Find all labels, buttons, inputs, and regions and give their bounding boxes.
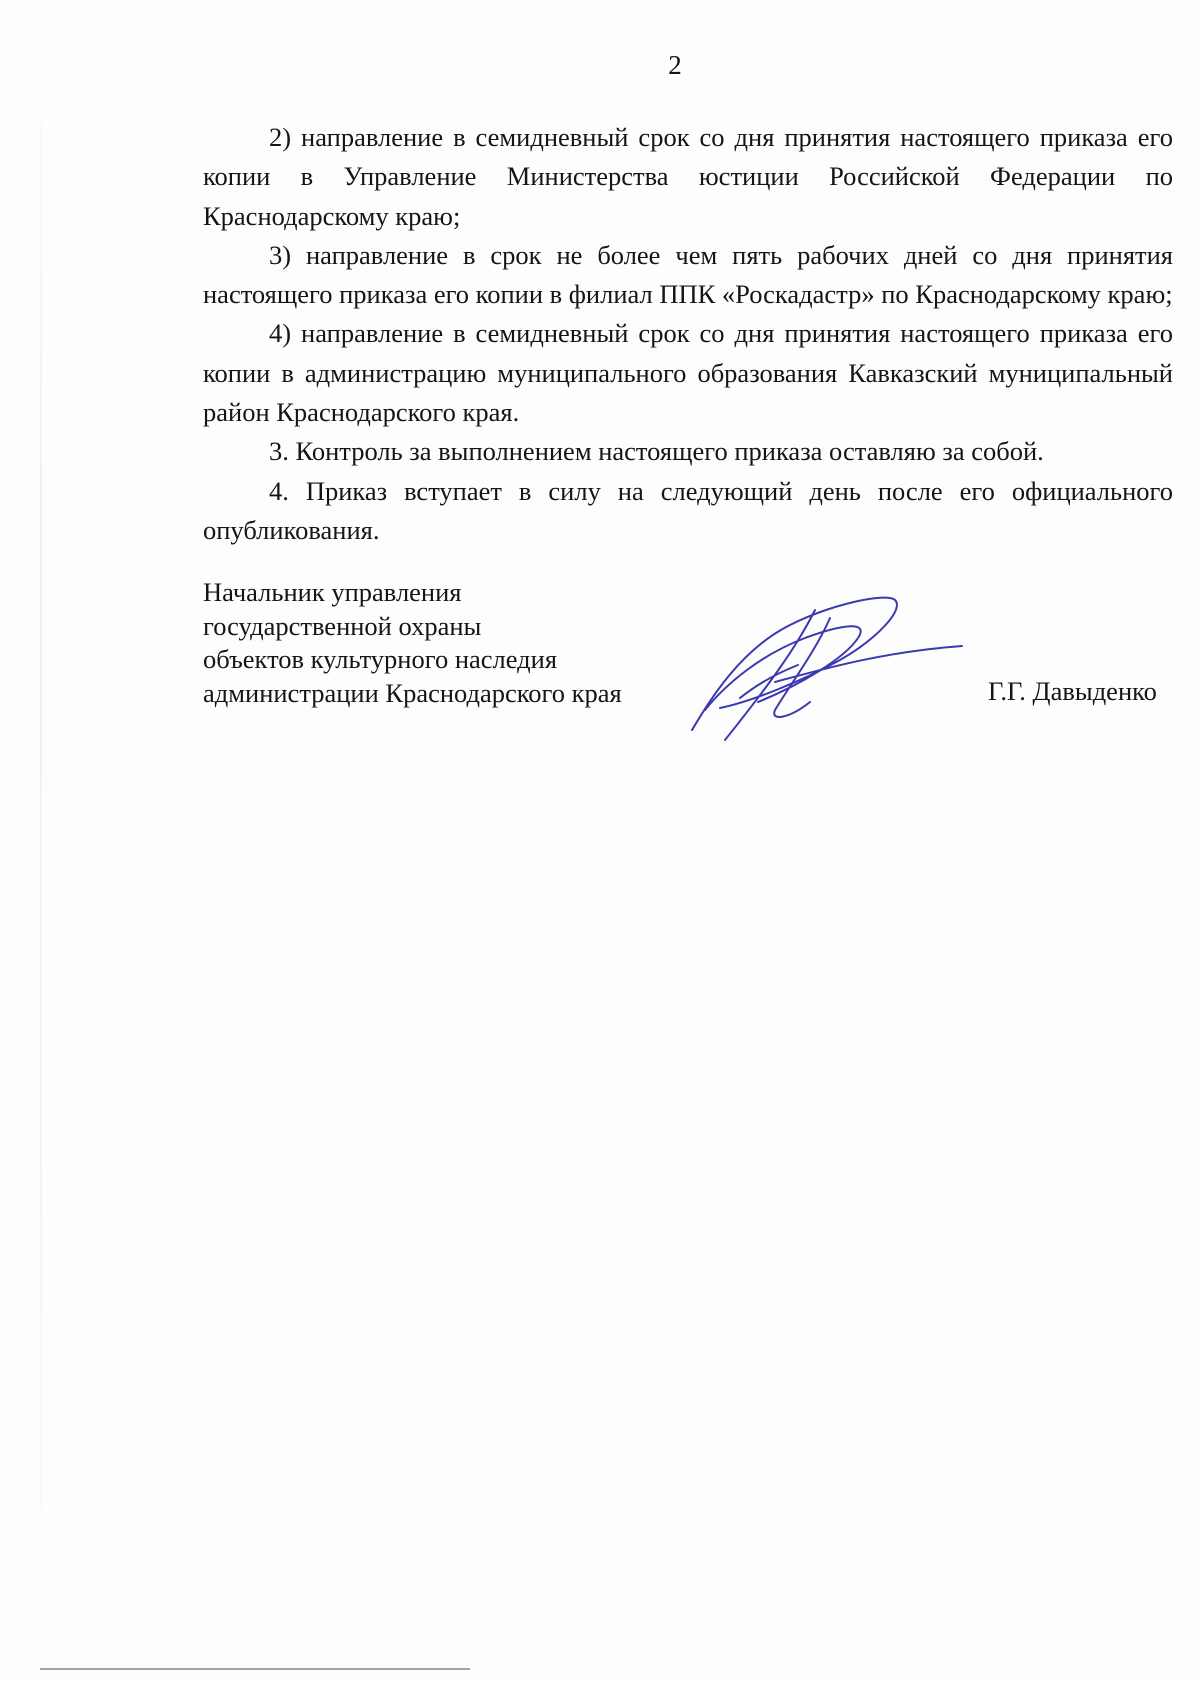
paragraph-clause-4: 4. Приказ вступает в силу на следующий день после его официального опубликования. <box>203 475 1173 545</box>
signatory-position-line: администрации Краснодарского края <box>203 677 622 708</box>
signatory-name: Г.Г. Давыденко <box>988 676 1157 706</box>
paragraph-item-4: 4) направление в семидневный срок со дня принятия настоящего приказа его копии в администрацию муниципального образования Кавказский муниципальный район Краснодарского края. <box>203 318 1173 428</box>
scan-edge-shadow <box>40 30 42 1630</box>
paragraph-item-2: 2) направление в семидневный срок со дня принятия настоящего приказа его копии в Управление Министерства юстиции Российской Федерации по Краснодарскому краю; <box>203 122 1173 231</box>
scan-edge-line <box>40 1668 470 1670</box>
document-body <box>203 118 1173 550</box>
paragraph-item-3: 3) направление в срок не более чем пять рабочих дней со дня принятия настоящего приказа его копии в филиал ППК «Роскадастр» по Краснодарскому краю; <box>203 239 1173 310</box>
signatory-position-line: объектов культурного наследия <box>203 644 558 674</box>
signatory-position-line: государственной охраны <box>203 610 482 641</box>
handwritten-signature <box>680 590 970 750</box>
signatory-position <box>203 576 622 710</box>
paragraph-clause-3: 3. Контроль за выполнением настоящего приказа оставляю за собой. <box>269 436 1044 467</box>
signature-stroke <box>775 646 962 682</box>
signature-stroke <box>692 598 897 730</box>
signatory-position-line: Начальник управления <box>203 577 462 607</box>
page-number: 2 <box>668 50 682 80</box>
